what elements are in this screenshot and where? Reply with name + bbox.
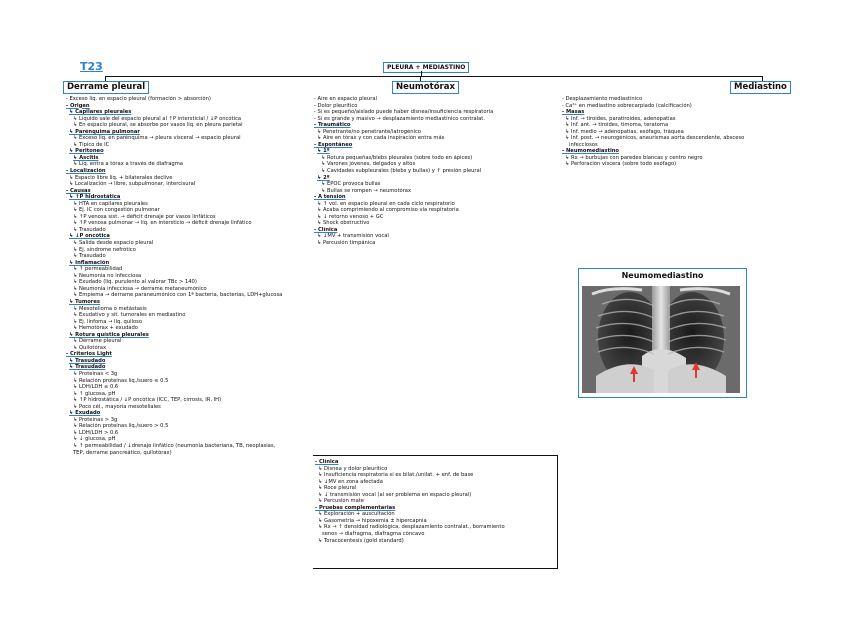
derrame-pleural-note-line: ↳ Ej. linfoma → líq. quiloso [73, 318, 143, 325]
derrame-pleural-note-line: - Exceso líq. en espacio pleural (formación > absorción) [66, 96, 211, 102]
derrame-pleural-note-line: ↳ ↑P hidrostática [69, 194, 121, 201]
mediastino-note-line: - Desplazamiento mediastínico [562, 96, 643, 102]
derrame-clinica-note-line: senos → diafragma, diafragma cóncavo [322, 531, 425, 538]
derrame-clinica-note-line: ↳ Exploración + auscultación [318, 511, 395, 518]
derrame-pleural-note-line: ↳ ↑ glucosa, pH [73, 390, 116, 397]
derrame-pleural-note-line: ↳ En espacio pleural, se absorbe por vasos líq. en pleura parietal [73, 122, 243, 129]
derrame-pleural-note-line: ↳ Relación proteínas líq./suero ≤ 0.5 [73, 377, 169, 384]
neumotorax-notes [314, 96, 560, 286]
derrame-pleural-note-line: ↳ Exudado (líq. purulento al valorar TBc > 140) [73, 279, 197, 286]
derrame-clinica-note-line: ↳ Rx → ↑ densidad radiológica, desplazamiento contralat., borramiento [318, 524, 505, 531]
derrame-pleural-note-line: ↳ Trasudado [69, 357, 106, 364]
derrame-pleural-note-line: ↳ Proteínas < 3g [73, 370, 118, 377]
neumotorax-note-line: - Si es pequeño/aislado puede haber disnea/insuficiencia respiratoria [314, 109, 494, 116]
neumotorax-note-line: - Clínica [314, 226, 338, 233]
derrame-clinica-note-line: ↳ Toracocentesis (gold standard) [318, 537, 404, 544]
mediastino-note-line: - Ca²⁺ en mediastino sobrecarpiado (calcificación) [562, 102, 692, 109]
mediastino-note-line: ↳ Inf. medio → adenopatías, esófago, tráquea [565, 128, 684, 135]
derrame-clinica-notes [315, 459, 555, 544]
neumotorax-note-line: ↳ Penetrante/no penetrante/iatrogénico [317, 128, 421, 135]
neumotorax-note-line: - Aire en espacio pleural [314, 96, 377, 102]
neumotorax-note-line: ↳ ↓MV + transmisión vocal [317, 233, 389, 240]
neumotorax-note-line: - A tensión [314, 194, 346, 201]
neumotorax-note-line: - Si es grande y masivo → desplazamiento mediastínico contralat. [314, 115, 485, 122]
xray-title: Neumomediastino [621, 271, 704, 280]
section-title-derrame-pleural: Derrame pleural [63, 81, 149, 94]
derrame-pleural-note-line: ↳ Proteínas > 3g [73, 416, 118, 423]
mediastino-note-line: ↳ Rx → burbujas con paredes blancas y centro negro [565, 154, 703, 161]
derrame-pleural-note-line: ↳ Neumonía infecciosa → derrame metaneumónico [73, 285, 207, 292]
derrame-pleural-note-line: ↳ Localización → libre, subpulmonar, intercisural [69, 181, 196, 188]
derrame-clinica-note-line: - Clínica [315, 459, 339, 465]
derrame-pleural-note-line: ↳ ↑ permeabilidad / ↓drenaje linfático (neumonía bacteriana, TB, neoplasias, [73, 442, 276, 449]
derrame-clinica-note-line: ↳ Insuficiencia respiratoria si es bilat./unilat. + enf. de base [318, 472, 474, 479]
derrame-clinica-note-line: ↳ Gasometría → hipoxemia ± hipercapnia [318, 517, 427, 524]
derrame-pleural-note-line: ↳ Tumores [69, 298, 100, 305]
neumotorax-note-line: ↳ EPOC provoca bullas [321, 181, 381, 188]
derrame-clinica-note-line: ↳ Percusión mate [318, 498, 365, 505]
derrame-clinica-note-line: - Pruebas complementarias [315, 504, 396, 511]
derrame-pleural-note-line: ↳ Inflamación [69, 259, 110, 266]
derrame-clinica-box [313, 455, 558, 569]
derrame-pleural-note-line: ↳ Derrame pleural [73, 338, 122, 345]
derrame-pleural-note-line: ↳ Ascitis [73, 154, 99, 161]
derrame-pleural-note-line: ↳ Parénquima pulmonar [69, 128, 140, 135]
derrame-pleural-note-line: ↳ Ej. síndrome nefrótico [73, 246, 136, 253]
neumotorax-note-line: ↳ ↓ retorno venoso + GC [317, 213, 384, 220]
topic-tag: T23 [80, 60, 103, 73]
derrame-clinica-note-line: ↳ ↓MV en zona afectada [318, 478, 383, 485]
tree-connector-horizontal [105, 76, 762, 77]
neumotorax-note-line: - Traumático [314, 122, 351, 129]
neumotorax-note-line: ↳ Cavidades subpleurales (blebs y bullas) y ↑ presión pleural [321, 168, 482, 175]
derrame-pleural-note-line: ↳ Espacio libre líq. + bilaterales declive [69, 174, 173, 181]
neumotorax-note-line: ↳ Rotura pequeñas/blebs pleurales (sobre todo en ápices) [321, 154, 473, 161]
derrame-pleural-note-line: ↳ Mesotelioma o metástasis [73, 305, 147, 312]
derrame-pleural-note-line: ↳ Rotura quística pleurales [69, 331, 149, 338]
tree-connector-center [421, 71, 422, 77]
derrame-pleural-note-line: ↳ Hemotórax + exudado [73, 325, 138, 332]
derrame-pleural-note-line: ↳ ↓P oncótica [69, 233, 110, 240]
neumotorax-note-line: ↳ Percusión timpánica [317, 240, 376, 247]
derrame-pleural-note-line: ↳ HTA en capilares pleurales [73, 200, 148, 207]
derrame-pleural-note-line: ↳ Peritoneo [69, 148, 104, 155]
xray-figure [578, 268, 747, 398]
neumotorax-note-line: ↳ Aire en tórax y con cada inspiración entra más [317, 135, 445, 142]
section-title-mediastino: Mediastino [730, 81, 791, 94]
derrame-pleural-note-line: ↳ Ej. IC con congestión pulmonar [73, 207, 160, 214]
derrame-pleural-note-line: ↳ Trasudado [73, 226, 106, 233]
mediastino-note-line: ↳ Inf. → tiroides, paratiroides, adenopatías [565, 115, 676, 122]
mediastino-note-line: ↳ Inf. ant. → tiroides, timoma, teratoma [565, 122, 669, 129]
neumotorax-note-line: ↳ 1º [317, 148, 330, 155]
mediastino-note-line: - Neumomediastino [562, 148, 619, 155]
derrame-pleural-note-line: - Causas [66, 187, 91, 194]
derrame-clinica-note-line: ↳ ↓ transmisión vocal (al ser problema en espacio pleural) [318, 491, 472, 498]
derrame-pleural-note-line: ↳ Empiema → derrame paraneumónico con 1ª bacteria, bacterias, LDH+glucosa [73, 292, 283, 299]
derrame-pleural-note-line: - Criterios Light [66, 351, 112, 358]
derrame-pleural-note-line: TEP, derrame pancreático, quilotórax) [73, 449, 172, 456]
derrame-pleural-note-line: ↳ ↑P hidrostática / ↓P oncótica (ICC, TEP, cirrosis, IR, IH) [73, 397, 222, 404]
neumotorax-note-line: ↳ Varones jóvenes, delgados y altos [321, 161, 416, 168]
main-title: PLEURA + MEDIASTINO [383, 62, 469, 73]
derrame-pleural-note-line: ↳ Típico de IC [73, 141, 110, 148]
neumotorax-note-line: ↳ Shock obstructivo [317, 220, 370, 227]
section-title-neumotorax: Neumotórax [392, 81, 459, 94]
derrame-pleural-note-line: - Origen [66, 102, 90, 109]
chest-xray-image [582, 286, 740, 393]
derrame-clinica-note-line: ↳ Disnea y dolor pleurítico [318, 465, 388, 472]
derrame-pleural-note-line: ↳ Salida desde espacio pleural [73, 240, 154, 247]
neumotorax-note-line: ↳ ↑ vol. en espacio pleural en cada ciclo respiratorio [317, 200, 455, 207]
derrame-pleural-note-line: ↳ Trasudado [69, 364, 106, 371]
derrame-pleural-note-line: ↳ Exudado [69, 410, 101, 417]
derrame-pleural-note-line: ↳ Exceso líq. en parénquima → pleura visceral → espacio pleural [73, 135, 241, 142]
derrame-pleural-note-line: ↳ Poco cél., mayoría mesoteliales [73, 403, 161, 410]
derrame-pleural-note-line: ↳ ↑ permeabilidad [73, 266, 123, 273]
derrame-pleural-note-line: ↳ LDH/LDH > 0.6 [73, 429, 119, 436]
derrame-clinica-note-line: ↳ Roce pleural [318, 485, 357, 492]
derrame-pleural-note-line: ↳ Líq. entra a tórax a través de diafragma [73, 161, 183, 168]
neumotorax-note-line: ↳ Acaba comprimiendo al compromiso vía respiratoria [317, 207, 459, 214]
derrame-pleural-note-line: - Localización [66, 168, 106, 175]
derrame-pleural-note-line: ↳ Capilares pleurales [69, 109, 132, 116]
neumotorax-note-line: - Espontáneo [314, 141, 353, 148]
mediastino-note-line: infecciosos [569, 141, 598, 148]
neumotorax-note-line: ↳ Bullas se rompen → neumotórax [321, 187, 412, 194]
derrame-pleural-note-line: ↳ Exudativo y sit. tumorales en mediastino [73, 312, 186, 319]
mediastino-notes [562, 96, 782, 196]
mediastino-note-line: - Masas [562, 109, 585, 116]
derrame-pleural-note-line: ↳ LDH/LDH ≤ 0.6 [73, 384, 119, 391]
derrame-pleural-note-line: ↳ Trasudado [73, 253, 106, 260]
derrame-pleural-note-line: ↳ ↑P venosa sist. → déficit drenaje por vasos linfáticos [73, 213, 216, 220]
derrame-pleural-notes [66, 96, 310, 528]
derrame-pleural-note-line: ↳ ↑P venosa pulmonar → líq. en intersticio → déficit drenaje linfático [73, 220, 252, 227]
derrame-pleural-note-line: ↳ ↓ glucosa, pH [73, 436, 116, 443]
mediastino-note-line: ↳ Perforación víscera (sobre todo esófago) [565, 161, 677, 168]
neumotorax-note-line: ↳ 2º [317, 174, 330, 181]
mediastino-note-line: ↳ Inf. post. → neurogénicos, aneurismas aorta descendente, absceso [565, 135, 745, 142]
derrame-pleural-note-line: ↳ Quilotórax [73, 344, 107, 351]
neumotorax-note-line: - Dolor pleurítico [314, 102, 358, 109]
derrame-pleural-note-line: ↳ Relación proteínas líq./suero > 0.5 [73, 423, 169, 430]
derrame-pleural-note-line: ↳ Líquido sale del espacio pleural al ↑P intersticial / ↓P oncótica [73, 115, 242, 122]
derrame-pleural-note-line: ↳ Neumonía no infecciosa [73, 272, 142, 279]
